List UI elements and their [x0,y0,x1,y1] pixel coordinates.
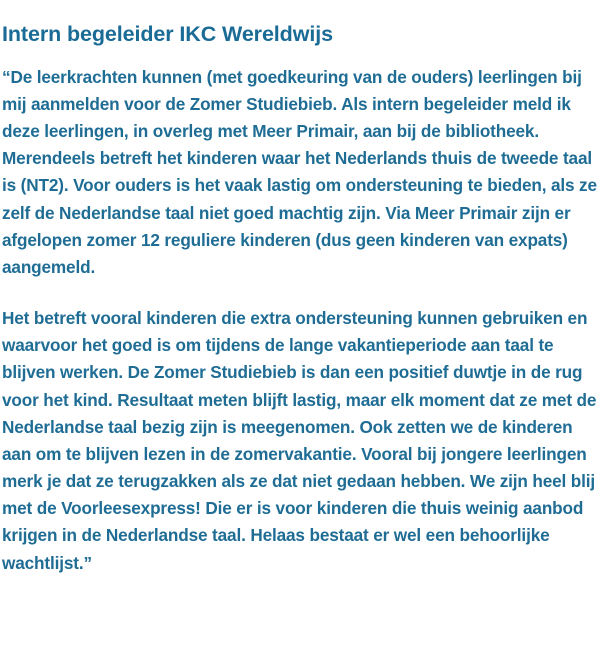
page-title: Intern begeleider IKC Wereldwijs [2,22,333,46]
paragraph-spacer [2,281,602,305]
body-paragraph-2: Het betreft vooral kinderen die extra ondersteuning kunnen gebruiken en waarvoor het goed is om tijdens de lange vakantieperiode aan taal te blijven werken. De Zomer Studiebieb is dan een positief duwtje in de rug voor het kind. Resultaat meten blijft lastig, maar elk moment dat ze met de Nederlandse taal bezig zijn is meegenomen. Ook zetten we de kinderen aan om te blijven lezen in de zomervakantie. Vooral bij jongere leerlingen merk je dat ze terugzakken als ze dat niet gedaan hebben. We zijn heel blij met de Voorleesexpress! Die er is voor kinderen die thuis weinig aanbod krijgen in de Nederlandse taal. Helaas bestaat er wel een behoorlijke wachtlijst.” [2,308,601,573]
body-paragraph-1: “De leerkrachten kunnen (met goedkeuring van de ouders) leerlingen bij mij aanmelden voor de Zomer Studiebieb. Als intern begeleider meld ik deze leerlingen, in overleg met Meer Primair, aan bij de bibliotheek. Merendeels betreft het kinderen waar het Nederlands thuis de tweede taal is (NT2). Voor ouders is het vaak lastig om ondersteuning te bieden, als ze zelf de Nederlandse taal niet goed machtig zijn. Via Meer Primair zijn er afgelopen zomer 12 reguliere kinderen (dus geen kinderen van expats) aangemeld. [2,66,602,277]
